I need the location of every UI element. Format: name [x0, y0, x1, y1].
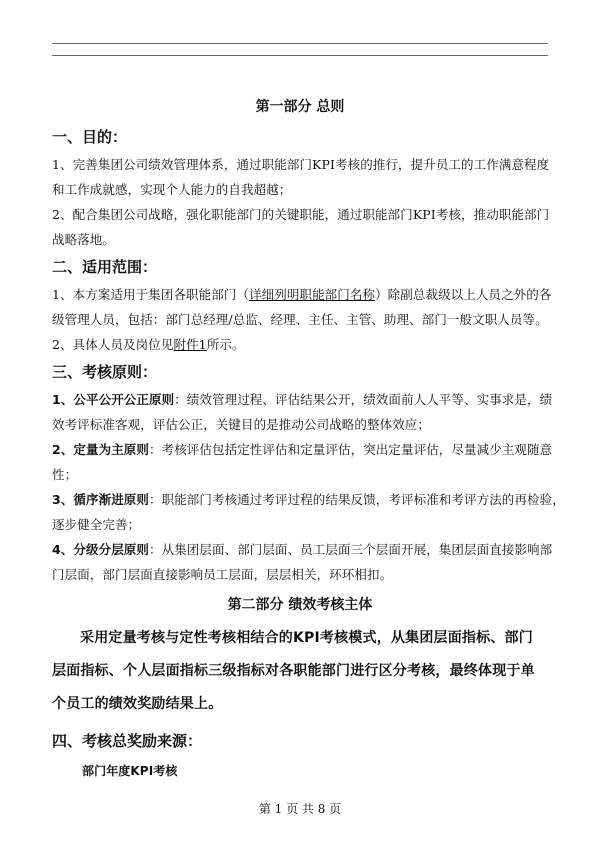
- principle1-label: 1、公平公开公正原则: [52, 392, 175, 407]
- principle2-text: ：考核评估包括定性评估和定量评估，突出定量评估，尽量减少主观随意: [149, 442, 553, 457]
- s2-item1-text-b: ）除副总裁级以上人员之外的各: [375, 287, 552, 302]
- s1-item1-line1: 1、完善集团公司绩效管理体系，通过职能部门KPI考核的推行，提升员工的工作满意程度: [52, 157, 550, 172]
- s3-item2-line2: 性；: [52, 467, 78, 482]
- appendix1-link[interactable]: 附件1: [173, 337, 207, 352]
- s3-item1-line1: [52, 390, 552, 408]
- s1-item2-line1: 2、配合集团公司战略，强化职能部门的关键职能，通过职能部门KPI考核，推动职能部门: [52, 207, 550, 222]
- part2-lead-line1: 采用定量考核与定性考核相结合的KPI考核模式，从集团层面指标、部门: [80, 630, 533, 646]
- principle1-text: ：绩效管理过程、评估结果公开，绩效面前人人平等、实事求是，绩: [174, 392, 553, 407]
- s2-item2-text-b: 所示。: [206, 337, 245, 352]
- s2-item1-line2: 级管理人员，包括：部门总经理/总监、经理、主任、主管、助理、部门一般文职人员等。: [52, 312, 548, 327]
- s1-item1-line2: 和工作成就感，实现个人能力的自我超越；: [52, 182, 292, 197]
- principle2-label: 2、定量为主原则: [52, 442, 149, 457]
- s2-item1-text-a: 1、本方案适用于集团各职能部门（: [52, 287, 250, 302]
- header-rule-top: [52, 43, 548, 44]
- section1-heading: 一、目的：: [52, 128, 128, 146]
- s3-item2-line1: [52, 440, 552, 458]
- principle4-label: 4、分级分层原则: [52, 542, 149, 557]
- section4-heading: 四、考核总奖励来源：: [52, 732, 203, 750]
- s2-item2-text-a: 2、具体人员及岗位见: [52, 337, 174, 352]
- page-footer: 第 1 页 共 8 页: [258, 802, 342, 816]
- part2-lead-line3: 个员工的绩效奖励结果上。: [52, 696, 223, 712]
- principle3-text: ：职能部门考核通过考评过程的结果反馈，考评标准和考评方法的再检验，: [149, 492, 565, 507]
- s3-item4-line2: 门层面，部门层面直接影响员工层面，层层相关，环环相扣。: [52, 567, 393, 582]
- s1-item2-line2: 战略落地。: [52, 232, 116, 247]
- principle3-label: 3、循序渐进原则: [52, 492, 149, 507]
- section2-heading: 二、适用范围：: [52, 258, 158, 276]
- s4-subheading: 部门年度KPI考核: [82, 764, 178, 778]
- part2-lead-line2: 层面指标、个人层面指标三级指标对各职能部门进行区分考核，最终体现于单: [52, 663, 535, 679]
- s3-item3-line2: 逐步健全完善；: [52, 517, 141, 532]
- part1-title: 第一部分 总则: [255, 99, 345, 115]
- s3-item1-line2: 效考评标准客观，评估公正，关键目的是推动公司战略的整体效应；: [52, 417, 431, 432]
- department-names-link[interactable]: 详细列明职能部门名称: [249, 287, 376, 302]
- s2-item2-line: [52, 335, 245, 353]
- s3-item4-line1: [52, 540, 552, 558]
- header-rule-bottom: [52, 55, 548, 56]
- s2-item1-line1: [52, 285, 551, 303]
- section3-heading: 三、考核原则：: [52, 363, 158, 381]
- s3-item3-line1: [52, 490, 565, 508]
- principle4-text: ：从集团层面、部门层面、员工层面三个层面开展，集团层面直接影响部: [149, 542, 553, 557]
- part2-title: 第二部分 绩效考核主体: [227, 597, 373, 613]
